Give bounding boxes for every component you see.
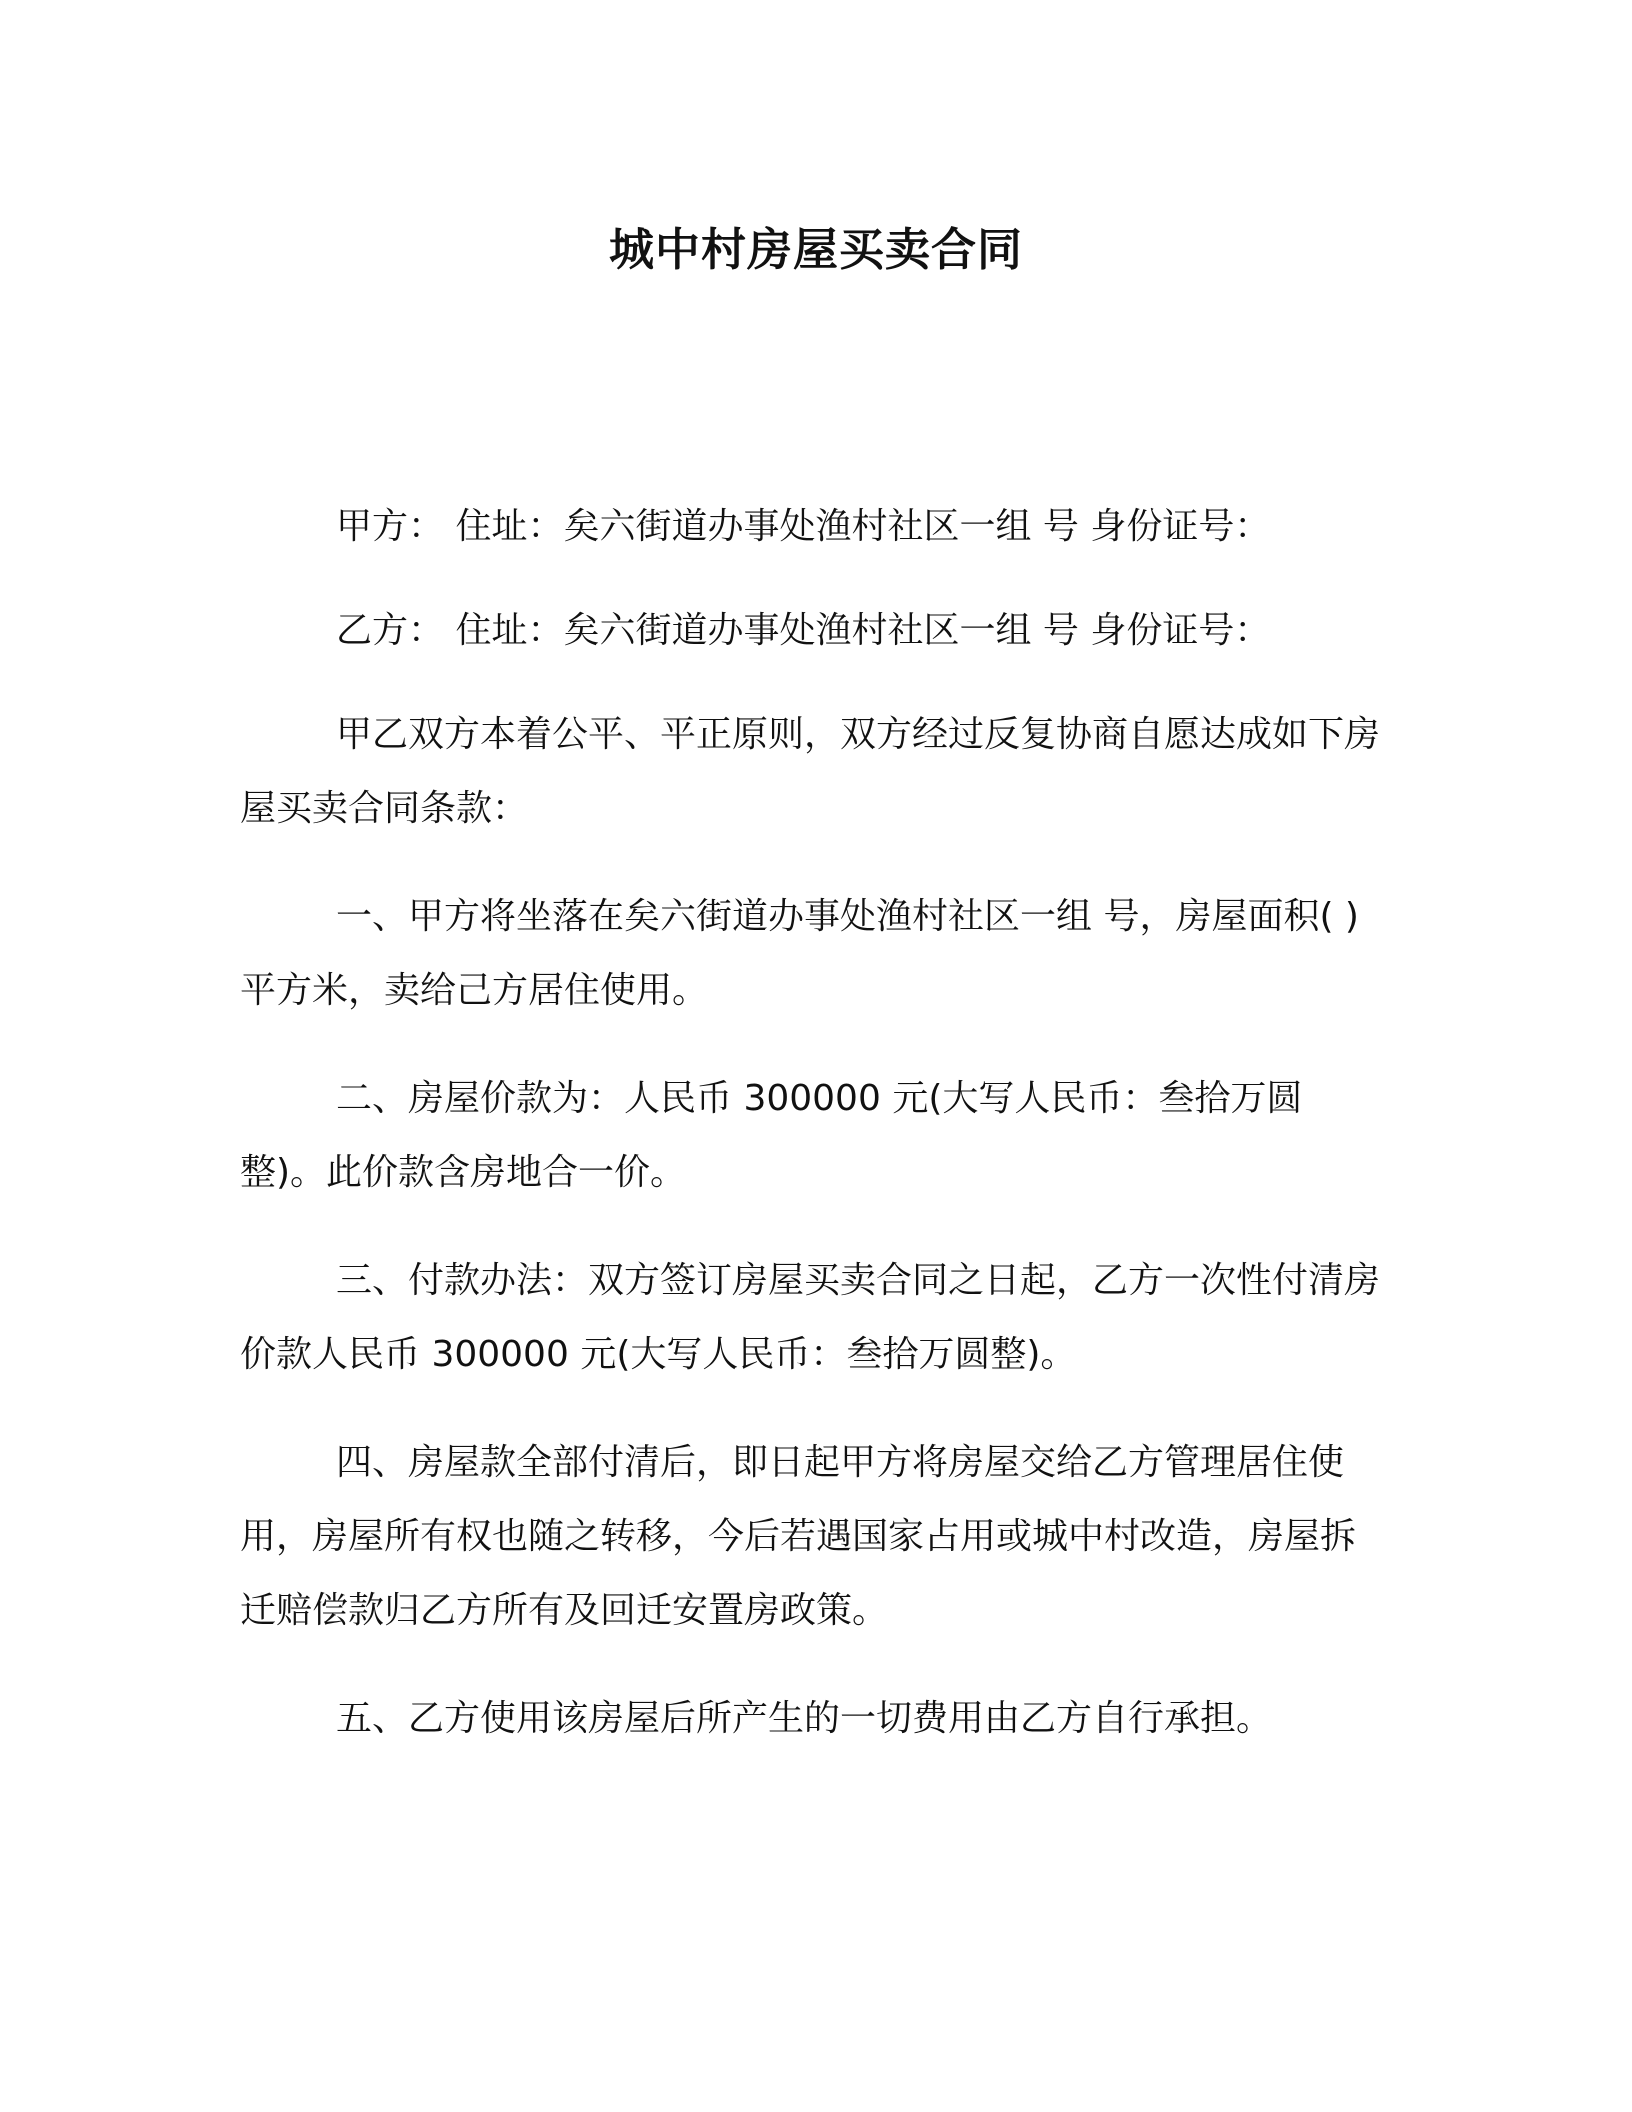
clause-3: 三、付款办法：双方签订房屋买卖合同之日起，乙方一次性付清房价款人民币 300000 元(大写人民币：叁拾万圆整)。	[240, 1260, 1381, 1375]
clause-5: 五、乙方使用该房屋后所产生的一切费用由乙方自行承担。	[336, 1698, 1273, 1739]
clause-2: 二、房屋价款为：人民币 300000 元(大写人民币：叁拾万圆整)。此价款含房地合一价。	[240, 1078, 1303, 1193]
party-a-line: 甲方： 住址：矣六街道办事处渔村社区一组 号 身份证号：	[336, 506, 1271, 547]
preamble-paragraph: 甲乙双方本着公平、平正原则，双方经过反复协商自愿达成如下房屋买卖合同条款：	[240, 714, 1381, 829]
clause-4: 四、房屋款全部付清后，即日起甲方将房屋交给乙方管理居住使用，房屋所有权也随之转移，今后若遇国家占用或城中村改造，房屋拆迁赔偿款归乙方所有及回迁安置房政策。	[240, 1442, 1357, 1631]
party-b-line: 乙方： 住址：矣六街道办事处渔村社区一组 号 身份证号：	[336, 610, 1271, 651]
document-body	[240, 490, 1380, 1790]
clause-1: 一、甲方将坐落在矣六街道办事处渔村社区一组 号，房屋面积( )平方米，卖给己方居住使用。	[240, 896, 1359, 1011]
document-title: 城中村房屋买卖合同	[608, 223, 1023, 276]
